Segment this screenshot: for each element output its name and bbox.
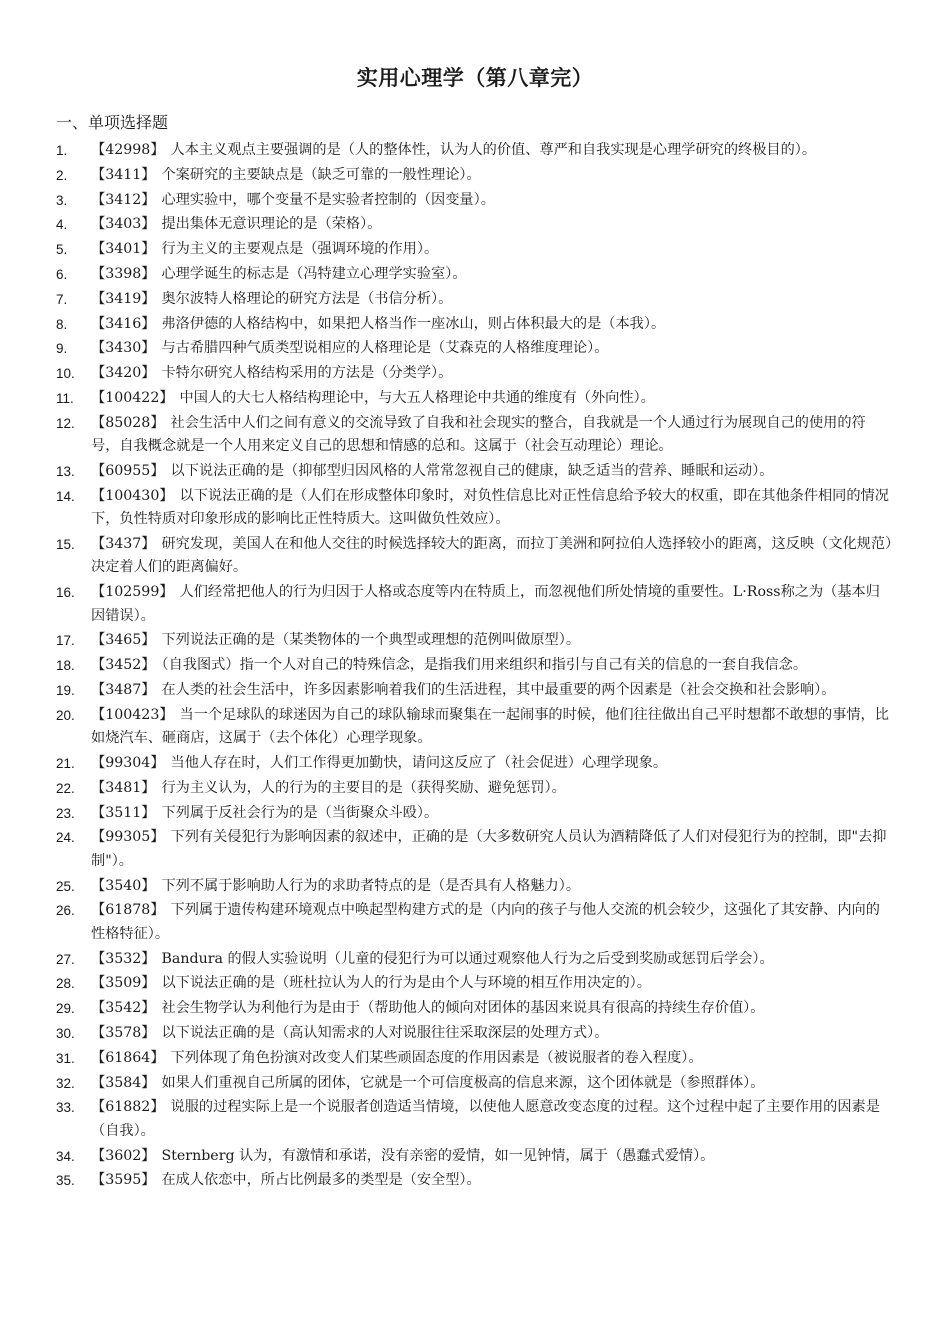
item-code: 【3401】 — [91, 241, 156, 258]
item-number: 20. — [56, 707, 75, 723]
list-item — [56, 1047, 894, 1070]
item-text: 当一个足球队的球迷因为自己的球队输球而聚集在一起闹事的时候，他们往往做出自己平时想都不敢想的事情，比如烧汽车、砸商店，这属于（去个体化）心理学现象。 — [91, 706, 889, 747]
list-item — [56, 802, 894, 825]
item-text: 人们经常把他人的行为归因于人格或态度等内在特质上，而忽视他们所处情境的重要性。L·Ross称之为（基本归因错误）。 — [91, 584, 880, 624]
item-number: 34. — [56, 1148, 75, 1164]
item-text: 个案研究的主要缺点是（缺乏可靠的一般性理论）。 — [161, 166, 481, 183]
item-code: 【3532】 — [91, 950, 156, 967]
item-text: 下列不属于影响助人行为的求助者特点的是（是否具有人格魅力）。 — [161, 877, 581, 894]
item-code: 【3420】 — [91, 365, 156, 382]
list-item — [56, 1096, 894, 1143]
item-code: 【3481】 — [91, 779, 156, 796]
item-code: 【42998】 — [91, 142, 165, 158]
item-code: 【3509】 — [91, 975, 156, 992]
item-code: 【3602】 — [91, 1147, 156, 1164]
item-code: 【3487】 — [91, 681, 156, 698]
item-text: 当他人存在时，人们工作得更加勤快，请问这反应了（社会促进）心理学现象。 — [170, 754, 668, 771]
list-item — [56, 460, 894, 483]
item-number: 1. — [56, 143, 68, 158]
item-number: 11. — [56, 390, 74, 406]
question-list — [56, 139, 894, 1193]
list-item — [56, 1022, 894, 1045]
item-code: 【99305】 — [91, 829, 165, 846]
item-number: 35. — [56, 1173, 75, 1189]
item-text: 如果人们重视自己所属的团体，它就是一个可信度极高的信息来源，这个团体就是（参照群体）。 — [161, 1074, 765, 1091]
item-code: 【3412】 — [91, 191, 156, 208]
item-number: 32. — [56, 1075, 75, 1091]
list-item — [56, 263, 894, 286]
list-item — [56, 139, 894, 162]
item-code: 【100430】 — [91, 487, 174, 504]
item-number: 7. — [56, 291, 68, 307]
item-code: 【3578】 — [91, 1024, 156, 1041]
item-number: 10. — [56, 366, 75, 382]
item-code: 【3540】 — [91, 877, 156, 894]
item-text: 心理学诞生的标志是（冯特建立心理学实验室）。 — [161, 265, 467, 282]
item-number: 18. — [56, 658, 75, 674]
item-number: 17. — [56, 633, 75, 649]
item-code: 【3411】 — [91, 166, 156, 183]
item-number: 15. — [56, 536, 75, 552]
page-title: 实用心理学（第八章完） — [356, 65, 594, 90]
list-item — [56, 679, 894, 702]
item-number: 13. — [56, 463, 75, 479]
list-item — [56, 899, 894, 946]
list-item — [56, 337, 894, 360]
list-item — [56, 1145, 894, 1168]
item-number: 28. — [56, 976, 75, 992]
list-item — [56, 875, 894, 898]
list-item — [56, 189, 894, 212]
item-code: 【3403】 — [91, 216, 156, 233]
item-code: 【102599】 — [91, 584, 174, 601]
item-number: 22. — [56, 780, 75, 796]
item-number: 33. — [56, 1100, 75, 1116]
item-code: 【3419】 — [91, 290, 156, 307]
item-code: 【60955】 — [91, 462, 165, 479]
item-text: 下列说法正确的是（某类物体的一个典型或理想的范例叫做原型）。 — [161, 632, 581, 649]
list-item — [56, 777, 894, 800]
item-number: 23. — [56, 805, 75, 821]
item-code: 【85028】 — [91, 414, 165, 431]
item-number: 24. — [56, 830, 75, 846]
list-item — [56, 826, 894, 873]
item-text: 奥尔波特人格理论的研究方法是（书信分析）。 — [161, 290, 453, 307]
list-item — [56, 213, 894, 236]
item-number: 5. — [56, 242, 68, 258]
list-item — [56, 972, 894, 995]
list-item — [56, 238, 894, 261]
list-item — [56, 704, 894, 751]
item-number: 21. — [56, 755, 75, 771]
item-text: 下列体现了角色扮演对改变人们某些顽固态度的作用因素是（被说服者的卷入程度）。 — [170, 1049, 703, 1066]
item-text: 以下说法正确的是（抑郁型归因风格的人常常忽视自己的健康，缺乏适当的营养、睡眠和运动）。 — [170, 462, 774, 479]
item-number: 3. — [56, 192, 68, 208]
item-text: 卡特尔研究人格结构采用的方法是（分类学）。 — [161, 365, 453, 382]
list-item — [56, 654, 894, 677]
list-item — [56, 581, 894, 628]
list-item — [56, 752, 894, 775]
item-text: 社会生物学认为利他行为是由于（帮助他人的倾向对团体的基因来说具有很高的持续生存价值）。 — [161, 1000, 765, 1017]
list-item — [56, 997, 894, 1020]
item-code: 【3437】 — [91, 535, 156, 552]
list-item — [56, 288, 894, 311]
item-number: 2. — [56, 167, 68, 183]
item-code: 【3511】 — [91, 804, 156, 821]
list-item — [56, 948, 894, 971]
item-code: 【3416】 — [91, 315, 156, 332]
list-item — [56, 164, 894, 187]
item-number: 9. — [56, 341, 68, 357]
list-item — [56, 485, 894, 532]
item-text: 在人类的社会生活中，许多因素影响着我们的生活进程，其中最重要的两个因素是（社会交换和社会影响）。 — [161, 681, 836, 698]
item-code: 【3542】 — [91, 1000, 156, 1017]
item-code: 【99304】 — [91, 754, 165, 771]
item-text: （自我图式）指一个人对自己的特殊信念，是指我们用来组织和指引与自己有关的信息的一套自我信念。 — [161, 657, 808, 674]
item-number: 26. — [56, 903, 75, 919]
item-number: 25. — [56, 878, 75, 894]
item-number: 4. — [56, 217, 68, 233]
list-item — [56, 1072, 894, 1095]
item-text: 心理实验中，哪个变量不是实验者控制的（因变量）。 — [161, 191, 495, 208]
item-text: 说服的过程实际上是一个说服者创造适当情境，以使他人愿意改变态度的过程。这个过程中起了主要作用的因素是（自我）。 — [91, 1099, 880, 1139]
item-text: Sternberg 认为，有激情和承诺，没有亲密的爱情，如一见钟情，属于（愚蠢式爱情）。 — [161, 1147, 715, 1164]
section-heading: 一、单项选择题 — [56, 113, 169, 132]
item-number: 6. — [56, 266, 68, 282]
item-text: 下列有关侵犯行为影响因素的叙述中，正确的是（大多数研究人员认为酒精降低了人们对侵犯行为的控制，即"去抑制"）。 — [91, 829, 887, 869]
item-text: 中国人的大七人格结构理论中，与大五人格理论中共通的维度有（外向性）。 — [179, 389, 655, 406]
item-text: 与古希腊四种气质类型说相应的人格理论是（艾森克的人格维度理论）。 — [161, 340, 609, 357]
list-item — [56, 362, 894, 385]
item-number: 14. — [56, 488, 75, 504]
item-text: 行为主义的主要观点是（强调环境的作用）。 — [161, 241, 439, 258]
item-text: Bandura 的假人实验说明（儿童的侵犯行为可以通过观察他人行为之后受到奖励或惩罚后学会）。 — [161, 950, 774, 967]
item-code: 【100423】 — [91, 706, 174, 723]
item-number: 29. — [56, 1001, 75, 1017]
list-item — [56, 533, 894, 580]
item-number: 12. — [56, 415, 75, 431]
item-number: 8. — [56, 316, 68, 332]
item-code: 【3398】 — [91, 265, 156, 282]
item-text: 下列属于遗传构建环境观点中唤起型构建方式的是（内向的孩子与他人交流的机会较少，这强化了其安静、内向的性格特征）。 — [91, 902, 880, 942]
item-text: 在成人依恋中，所占比例最多的类型是（安全型）。 — [161, 1172, 481, 1189]
item-text: 下列属于反社会行为的是（当街聚众斗殴）。 — [161, 804, 439, 821]
item-text: 研究发现，美国人在和他人交往的时候选择较大的距离，而拉丁美洲和阿拉伯人选择较小的距离，这反映（文化规范）决定着人们的距离偏好。 — [91, 535, 893, 576]
item-code: 【61864】 — [91, 1049, 165, 1066]
item-text: 弗洛伊德的人格结构中，如果把人格当作一座冰山，则占体积最大的是（本我）。 — [161, 315, 666, 332]
item-number: 31. — [56, 1050, 75, 1066]
item-text: 以下说法正确的是（高认知需求的人对说服往往采取深层的处理方式）。 — [161, 1024, 609, 1041]
item-text: 行为主义认为，人的行为的主要目的是（获得奖励、避免惩罚）。 — [161, 779, 566, 796]
item-code: 【3465】 — [91, 632, 156, 649]
item-code: 【3452】 — [91, 657, 156, 674]
list-item — [56, 313, 894, 336]
item-code: 【3595】 — [91, 1172, 156, 1189]
item-text: 以下说法正确的是（人们在形成整体印象时，对负性信息比对正性信息给予较大的权重，即在其他条件相同的情况下，负性特质对印象形成的影响比正性特质大。这叫做负性效应）。 — [91, 487, 889, 528]
item-code: 【100422】 — [91, 389, 174, 406]
item-code: 【3584】 — [91, 1074, 156, 1091]
item-text: 人本主义观点主要强调的是（人的整体性，认为人的价值、尊严和自我实现是心理学研究的终极目的）。 — [170, 142, 817, 158]
item-text: 社会生活中人们之间有意义的交流导致了自我和社会现实的整合，自我就是一个人通过行为展现自己的使用的符号，自我概念就是一个人用来定义自己的思想和情感的总和。这属于（社会互动理论）理论。 — [91, 414, 866, 455]
item-text: 提出集体无意识理论的是（荣格）。 — [161, 216, 382, 233]
list-item — [56, 387, 894, 410]
item-text: 以下说法正确的是（班杜拉认为人的行为是由个人与环境的相互作用决定的）。 — [161, 975, 651, 992]
list-item — [56, 629, 894, 652]
item-number: 19. — [56, 682, 75, 698]
list-item — [56, 412, 894, 459]
item-code: 【61878】 — [91, 902, 165, 919]
item-number: 16. — [56, 585, 75, 601]
item-code: 【61882】 — [91, 1099, 165, 1116]
item-number: 27. — [56, 951, 75, 967]
list-item — [56, 1169, 894, 1192]
item-number: 30. — [56, 1025, 75, 1041]
item-code: 【3430】 — [91, 340, 156, 357]
